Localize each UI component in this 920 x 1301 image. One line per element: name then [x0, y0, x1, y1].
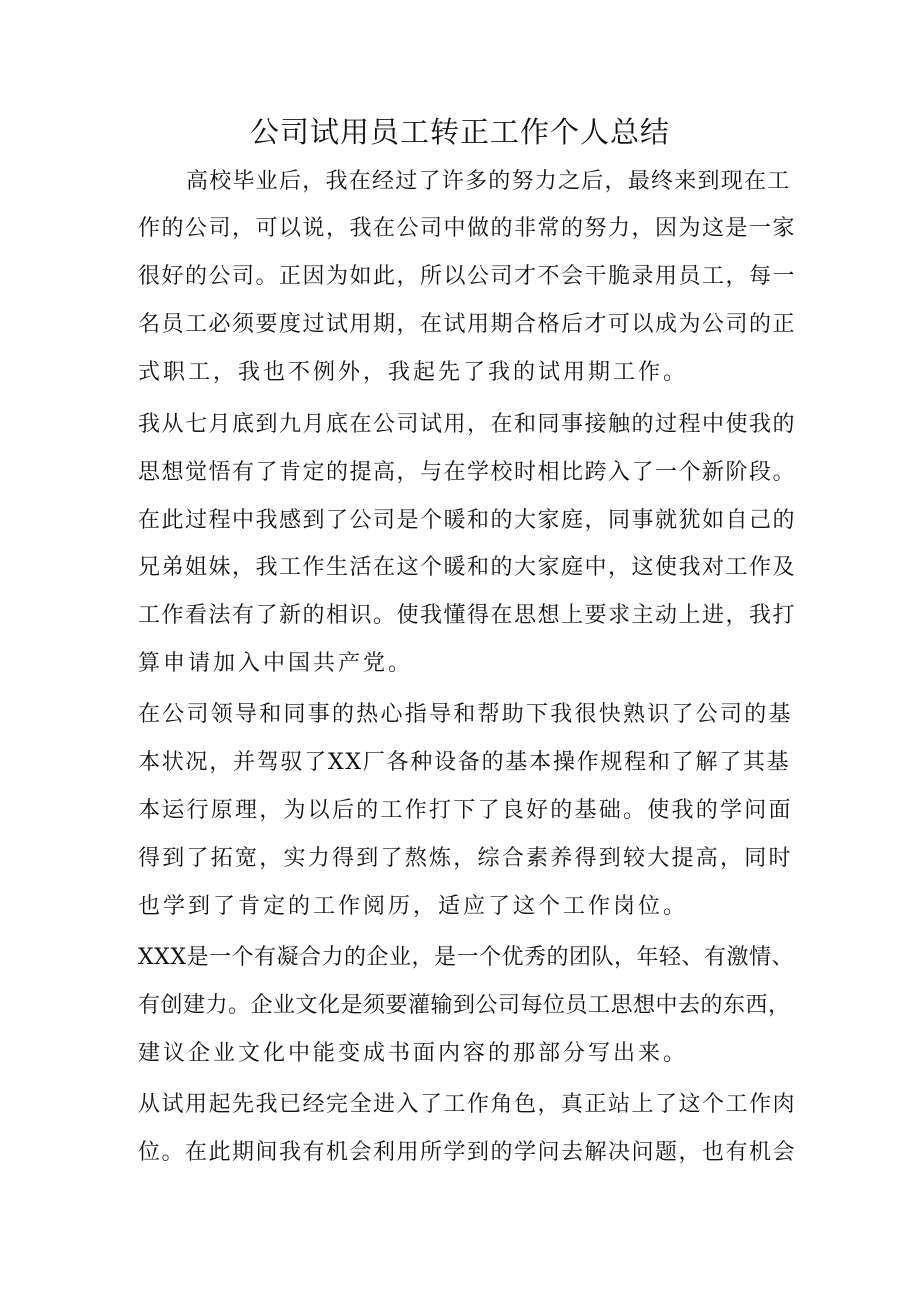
text-line: 作的公司，可以说，我在公司中做的非常的努力，因为这是一家: [138, 216, 797, 241]
text-line: 得到了拓宽，实力得到了熬炼，综合素养得到较大提高，同时: [138, 846, 793, 871]
text-line: 从试用起先我已经完全进入了工作角色，真正站上了这个工作肉: [138, 1092, 797, 1117]
text-line: 本运行原理，为以后的工作打下了良好的基础。使我的学问面: [138, 798, 793, 823]
text-line: 位。在此期间我有机会利用所学到的学问去解决问题，也有机会: [138, 1140, 797, 1165]
text-line: 兄弟姐妹，我工作生活在这个暖和的大家庭中，这使我对工作及: [138, 555, 797, 580]
text-line: 我从七月底到九月底在公司试用，在和同事接触的过程中使我的: [138, 412, 797, 437]
text-line: XXX是一个有凝合力的企业，是一个优秀的团队，年轻、有激情、: [138, 945, 794, 970]
text-line: 有创建力。企业文化是须要灌输到公司每位员工思想中去的东西，: [138, 993, 791, 1018]
text-line: 高校毕业后，我在经过了许多的努力之后，最终来到现在工: [186, 169, 791, 194]
text-line: 本状况，并驾驭了XX厂各种设备的基本操作规程和了解了其基: [138, 750, 791, 775]
text-line: 算申请加入中国共产党。: [138, 651, 414, 676]
text-line: 在此过程中我感到了公司是个暖和的大家庭，同事就犹如自己的: [138, 508, 797, 533]
text-line: 名员工必须要度过试用期，在试用期合格后才可以成为公司的正: [138, 312, 797, 337]
text-line: 很好的公司。正因为如此，所以公司才不会干脆录用员工，每一: [138, 264, 797, 289]
text-line: 也学到了肯定的工作阅历，适应了这个工作岗位。: [138, 894, 689, 919]
text-line: 工作看法有了新的相识。使我懂得在思想上要求主动上进，我打: [138, 603, 797, 628]
text-line: 建议企业文化中能变成书面内容的那部分写出来。: [138, 1041, 689, 1066]
document-title: 公司试用员工转正工作个人总结: [249, 115, 670, 149]
text-line: 式职工，我也不例外，我起先了我的试用期工作。: [138, 360, 689, 385]
text-line: 思想觉悟有了肯定的提高，与在学校时相比跨入了一个新阶段。: [138, 460, 797, 485]
text-line: 在公司领导和同事的热心指导和帮助下我很快熟识了公司的基: [138, 702, 793, 727]
